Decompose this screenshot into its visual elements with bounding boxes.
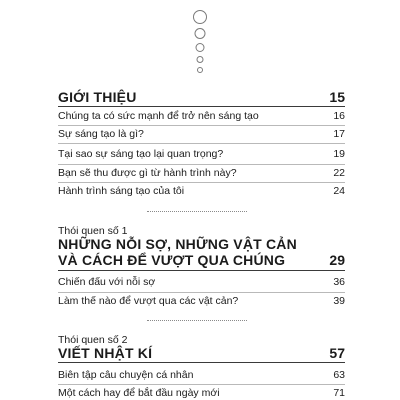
intro-rule	[58, 106, 345, 107]
intro-entry-2-page: 17	[333, 128, 345, 140]
circle-icon	[197, 67, 203, 73]
intro-entry-4-page: 22	[333, 167, 345, 179]
habit1-entry-1-page: 36	[333, 276, 345, 288]
habit2-entry-2: Một cách hay để bắt đầu ngày mới	[58, 387, 220, 399]
circle-icon	[195, 28, 206, 39]
entry-divider	[58, 384, 345, 385]
dotted-separator	[147, 211, 247, 212]
intro-entry-5: Hành trình sáng tạo của tôi	[58, 185, 185, 197]
intro-page: 15	[329, 89, 345, 105]
habit2-label: Thói quen số 2	[58, 334, 128, 346]
habit2-entry-1-page: 63	[333, 369, 345, 381]
entry-divider	[58, 292, 345, 293]
intro-entry-4: Bạn sẽ thu được gì từ hành trình này?	[58, 167, 237, 179]
decorative-circles-icon	[188, 10, 212, 80]
entry-divider	[58, 182, 345, 183]
intro-entry-2: Sự sáng tạo là gì?	[58, 128, 144, 140]
habit1-entry-2-page: 39	[333, 295, 345, 307]
intro-entry-1: Chúng ta có sức mạnh để trở nên sáng tạo	[58, 110, 259, 122]
circle-icon	[193, 10, 207, 24]
intro-entry-3: Tại sao sự sáng tạo lại quan trọng?	[58, 148, 224, 160]
entry-divider	[58, 125, 345, 126]
intro-entry-5-page: 24	[333, 185, 345, 197]
habit1-entry-1: Chiến đấu với nỗi sợ	[58, 276, 156, 288]
habit1-entry-2: Làm thế nào để vượt qua các vật cản?	[58, 295, 239, 307]
entry-divider	[58, 143, 345, 144]
habit1-page: 29	[329, 252, 345, 268]
habit1-label: Thói quen số 1	[58, 225, 128, 237]
habit2-entry-2-page: 71	[333, 387, 345, 399]
cropped-heading-fragments	[160, 0, 250, 2]
intro-title: GIỚI THIỆU	[58, 89, 137, 105]
habit1-rule	[58, 270, 345, 271]
habit2-rule	[58, 362, 345, 363]
habit1-title-line1: NHỮNG NỖI SỢ, NHỮNG VẬT CẢN	[58, 236, 297, 252]
circle-icon	[196, 43, 205, 52]
circle-icon	[197, 56, 204, 63]
habit2-title: VIẾT NHẬT KÍ	[58, 345, 153, 361]
habit2-entry-1: Biên tập câu chuyện cá nhân	[58, 369, 194, 381]
habit1-title-line2: VÀ CÁCH ĐỂ VƯỢT QUA CHÚNG	[58, 252, 286, 268]
dotted-separator	[147, 320, 247, 321]
entry-divider	[58, 164, 345, 165]
habit2-page: 57	[329, 345, 345, 361]
intro-entry-3-page: 19	[333, 148, 345, 160]
intro-entry-1-page: 16	[333, 110, 345, 122]
